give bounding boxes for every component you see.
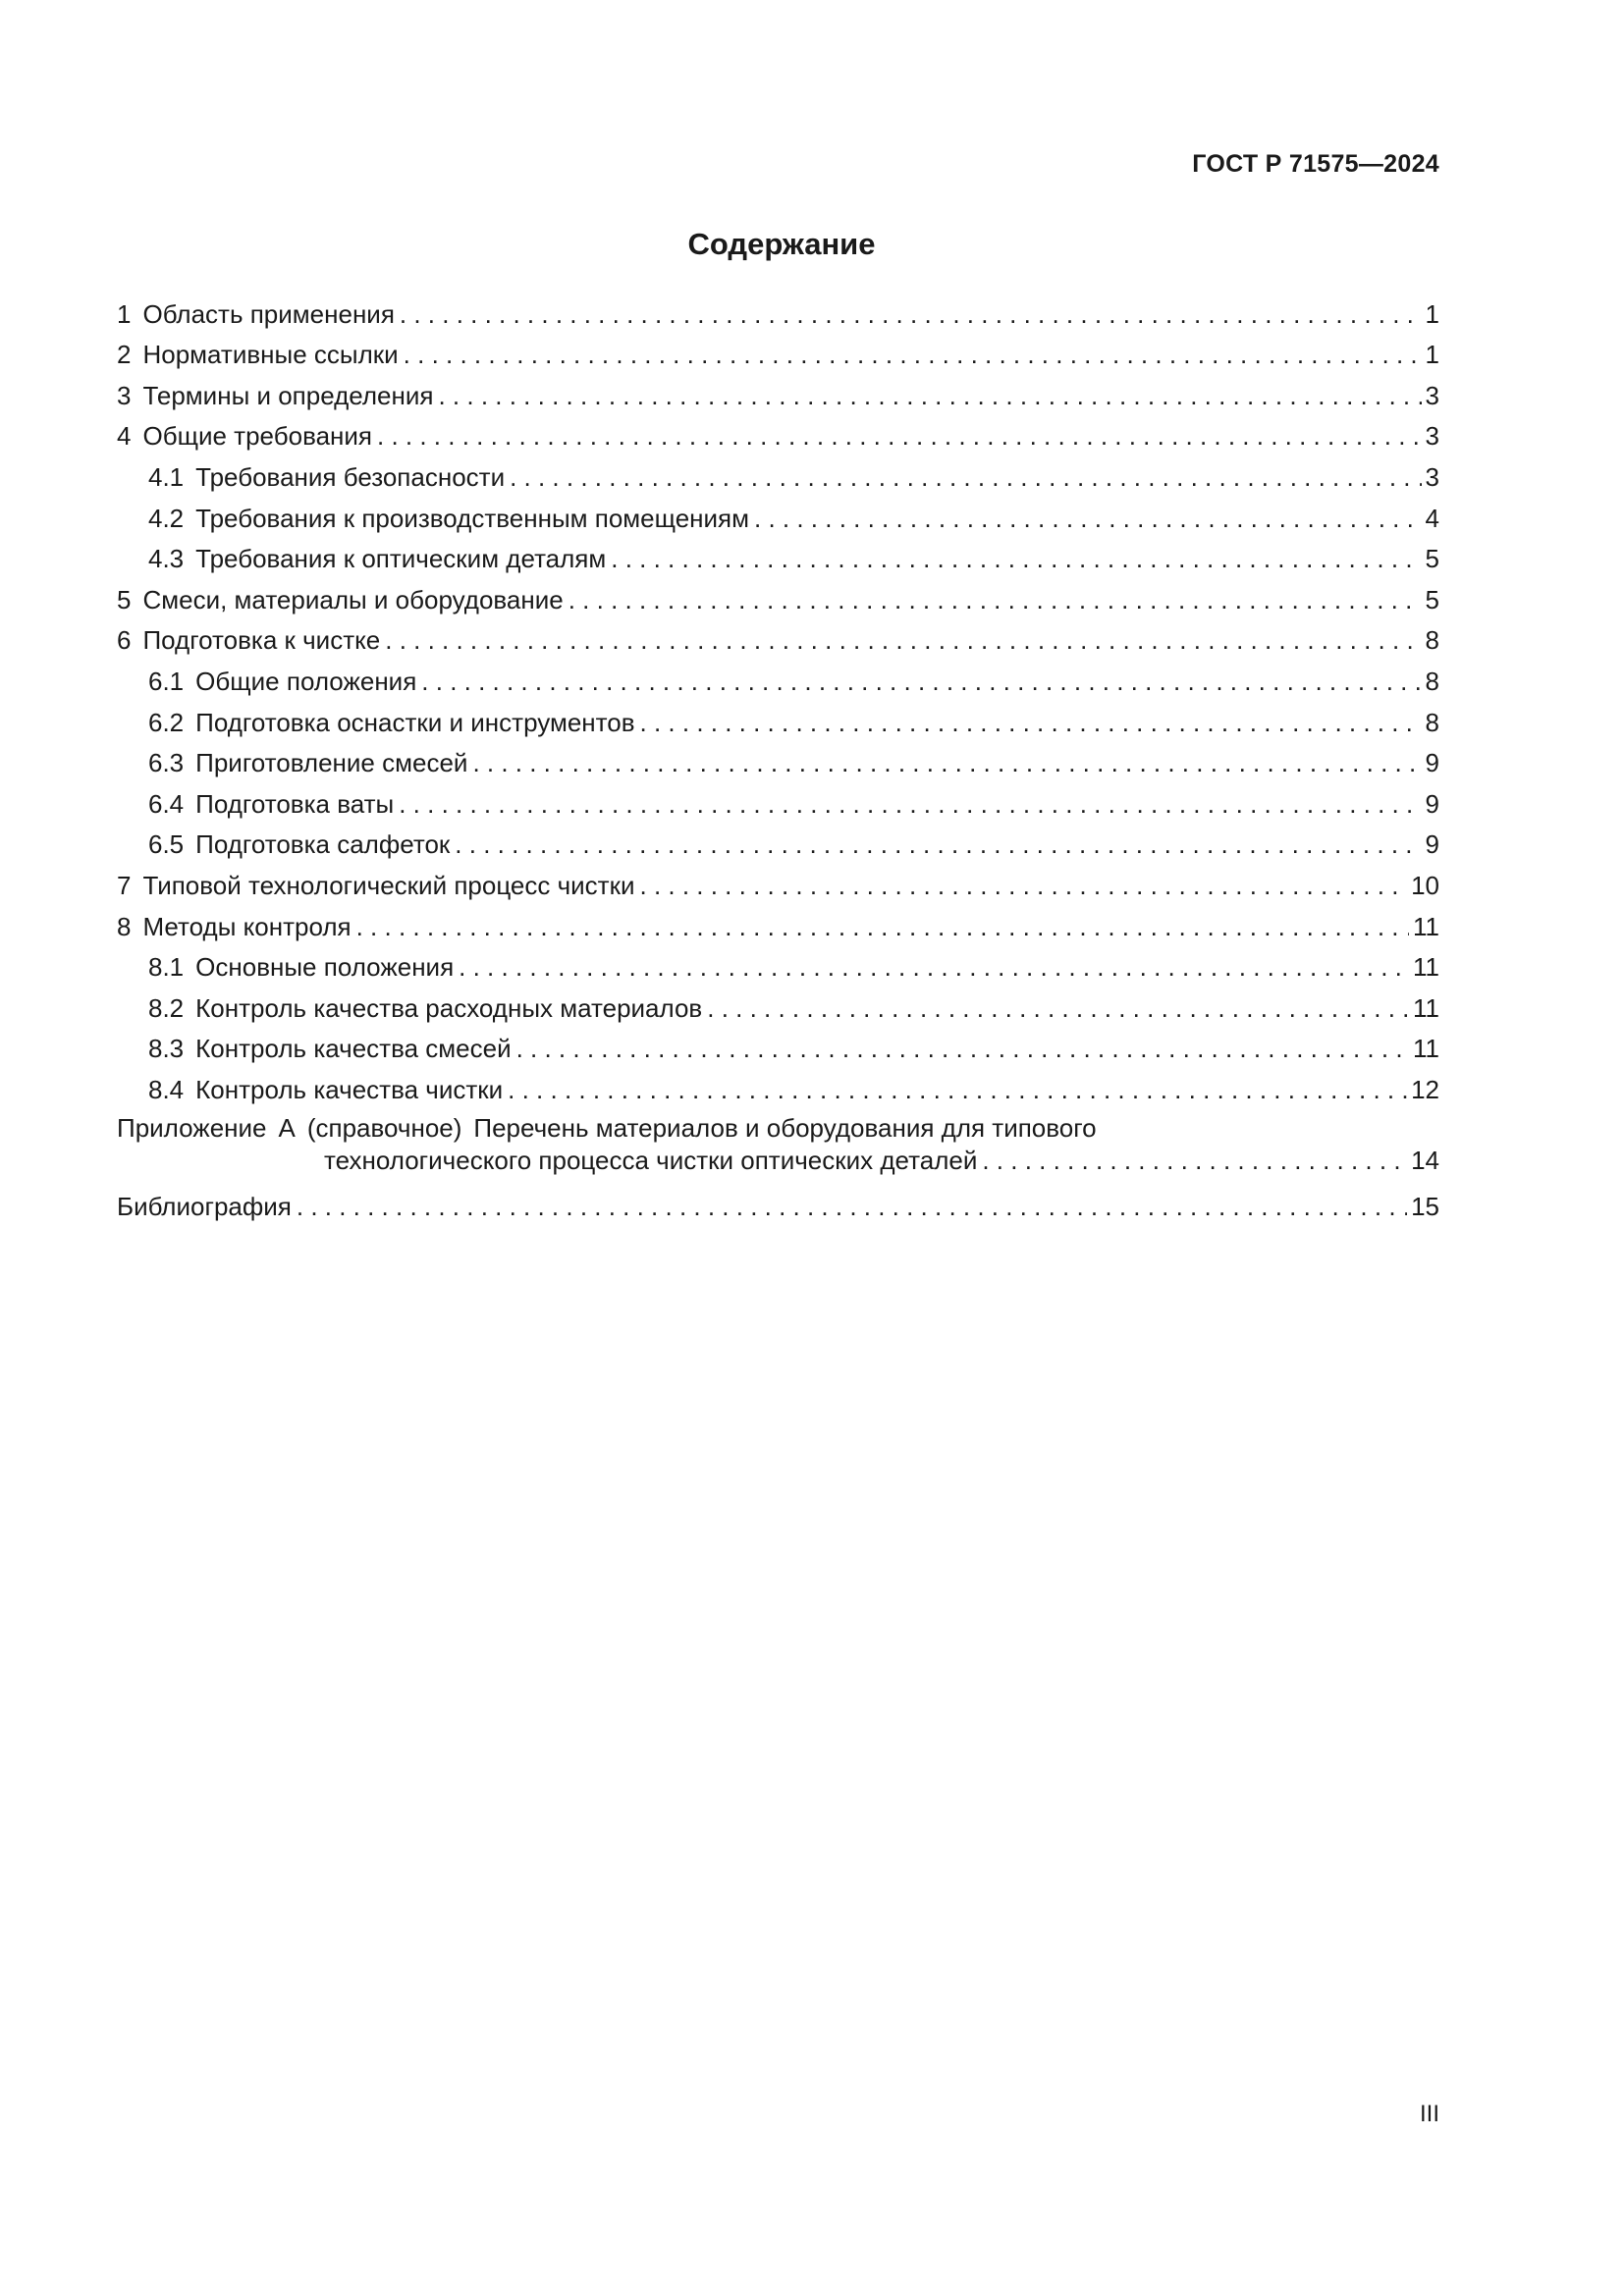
bibliography-label: Библиография bbox=[117, 1192, 292, 1222]
toc-entry-number: 2 bbox=[117, 340, 132, 370]
toc-entries bbox=[117, 288, 1439, 1104]
toc-entry-number: 7 bbox=[117, 870, 132, 900]
toc-entry-number: 5 bbox=[117, 584, 132, 614]
toc-entry-label: Подготовка оснастки и инструментов bbox=[195, 707, 635, 737]
toc-entry-number: 6 bbox=[117, 625, 132, 656]
toc-entry-page-number: 3 bbox=[1425, 380, 1439, 410]
toc-entry[interactable] bbox=[117, 329, 1439, 370]
toc-entry-label: Приготовление смесей bbox=[195, 748, 468, 778]
dot-leader bbox=[416, 667, 1421, 696]
toc-entry-page-number: 8 bbox=[1425, 707, 1439, 737]
toc-entry-number: 3 bbox=[117, 380, 132, 410]
toc-entry[interactable] bbox=[117, 941, 1439, 983]
toc-entry-number: 6.5 bbox=[148, 829, 185, 860]
dot-leader bbox=[505, 462, 1421, 492]
toc-entry-page-number: 11 bbox=[1413, 911, 1439, 941]
toc-entry[interactable] bbox=[117, 1063, 1439, 1104]
dot-leader bbox=[372, 421, 1422, 451]
toc-entry-number: 6.4 bbox=[148, 788, 185, 819]
toc-entry-page-number: 3 bbox=[1425, 461, 1439, 492]
toc-entry-page-number: 9 bbox=[1425, 829, 1439, 860]
toc-entry-label: Общие требования bbox=[142, 421, 373, 452]
toc-entry-number: 1 bbox=[117, 298, 132, 329]
toc-entry[interactable] bbox=[117, 369, 1439, 410]
toc-entry-page-number: 12 bbox=[1411, 1074, 1439, 1104]
dot-leader bbox=[702, 993, 1409, 1023]
toc-appendix-a[interactable] bbox=[117, 1104, 1439, 1181]
toc-entry[interactable] bbox=[117, 859, 1439, 900]
toc-entry-label: Контроль качества смесей bbox=[195, 1034, 512, 1064]
dot-leader bbox=[977, 1145, 1407, 1177]
toc-entry-page-number: 5 bbox=[1425, 584, 1439, 614]
toc-entry[interactable] bbox=[117, 982, 1439, 1023]
toc-entry-label: Термины и определения bbox=[142, 380, 434, 410]
toc-entry-page-number: 9 bbox=[1425, 788, 1439, 819]
dot-leader bbox=[635, 708, 1422, 737]
toc-entry[interactable] bbox=[117, 492, 1439, 533]
toc-entry-page-number: 1 bbox=[1425, 340, 1439, 370]
toc-entry-page-number: 11 bbox=[1413, 1034, 1439, 1064]
toc-entry-page-number: 8 bbox=[1425, 625, 1439, 656]
toc-entry-label: Методы контроля bbox=[142, 911, 352, 941]
toc-entry-label: Требования безопасности bbox=[195, 461, 506, 492]
dot-leader bbox=[352, 912, 1409, 941]
toc-entry-number: 6.1 bbox=[148, 666, 185, 696]
dot-leader bbox=[292, 1192, 1407, 1221]
toc-entry-label: Область применения bbox=[142, 298, 395, 329]
dot-leader bbox=[454, 952, 1409, 982]
page-number: III bbox=[1419, 2101, 1439, 2127]
toc-entry-page-number: 5 bbox=[1425, 544, 1439, 574]
toc-entry-number: 4.1 bbox=[148, 461, 185, 492]
toc-entry-page-number: 1 bbox=[1425, 298, 1439, 329]
toc-entry-page-number: 3 bbox=[1425, 421, 1439, 452]
appendix-title-line2: технологического процесса чистки оптических деталей bbox=[324, 1145, 978, 1175]
appendix-page-number: 14 bbox=[1411, 1145, 1439, 1175]
toc-entry[interactable] bbox=[117, 533, 1439, 574]
table-of-contents bbox=[117, 288, 1439, 1221]
toc-entry-label: Подготовка к чистке bbox=[142, 625, 381, 656]
dot-leader bbox=[503, 1075, 1407, 1104]
toc-entry[interactable] bbox=[117, 410, 1439, 452]
dot-leader bbox=[433, 381, 1421, 410]
toc-entry[interactable] bbox=[117, 737, 1439, 778]
toc-entry-page-number: 11 bbox=[1413, 992, 1439, 1023]
toc-entry-number: 8.2 bbox=[148, 992, 185, 1023]
toc-entry[interactable] bbox=[117, 288, 1439, 329]
toc-entry[interactable] bbox=[117, 1023, 1439, 1064]
toc-entry-number: 8.3 bbox=[148, 1034, 185, 1064]
appendix-type: (справочное) bbox=[306, 1112, 462, 1143]
toc-entry-page-number: 9 bbox=[1425, 748, 1439, 778]
appendix-title-line1: Перечень материалов и оборудования для типового bbox=[473, 1112, 1097, 1143]
toc-entry-number: 6.2 bbox=[148, 707, 185, 737]
toc-entry-label: Подготовка салфеток bbox=[195, 829, 451, 860]
toc-entry[interactable] bbox=[117, 655, 1439, 696]
toc-entry-label: Общие положения bbox=[195, 666, 417, 696]
toc-entry-label: Требования к производственным помещениям bbox=[195, 503, 750, 533]
dot-leader bbox=[399, 340, 1422, 369]
toc-entry-label: Подготовка ваты bbox=[195, 788, 395, 819]
toc-entry-page-number: 11 bbox=[1413, 952, 1439, 983]
toc-bibliography[interactable] bbox=[117, 1181, 1439, 1222]
toc-entry-label: Контроль качества чистки bbox=[195, 1074, 504, 1104]
toc-entry-number: 4.2 bbox=[148, 503, 185, 533]
toc-title: Содержание bbox=[687, 227, 876, 261]
toc-entry-label: Контроль качества расходных материалов bbox=[195, 992, 703, 1023]
dot-leader bbox=[395, 299, 1422, 329]
dot-leader bbox=[606, 544, 1421, 573]
toc-entry[interactable] bbox=[117, 696, 1439, 737]
toc-entry[interactable] bbox=[117, 614, 1439, 656]
dot-leader bbox=[749, 504, 1422, 533]
toc-entry-label: Нормативные ссылки bbox=[142, 340, 399, 370]
toc-entry-number: 4 bbox=[117, 421, 132, 452]
appendix-letter: А bbox=[278, 1112, 296, 1143]
toc-entry-number: 4.3 bbox=[148, 544, 185, 574]
toc-entry[interactable] bbox=[117, 451, 1439, 492]
toc-entry-page-number: 8 bbox=[1425, 666, 1439, 696]
document-code: ГОСТ Р 71575—2024 bbox=[1192, 150, 1439, 178]
dot-leader bbox=[467, 748, 1421, 777]
dot-leader bbox=[564, 585, 1422, 614]
toc-entry[interactable] bbox=[117, 573, 1439, 614]
dot-leader bbox=[512, 1034, 1409, 1063]
toc-entry[interactable] bbox=[117, 900, 1439, 941]
toc-entry-number: 8.4 bbox=[148, 1074, 185, 1104]
toc-entry[interactable] bbox=[117, 777, 1439, 819]
toc-entry[interactable] bbox=[117, 819, 1439, 860]
dot-leader bbox=[380, 625, 1421, 655]
appendix-prefix: Приложение bbox=[117, 1112, 267, 1143]
toc-entry-label: Требования к оптическим деталям bbox=[195, 544, 607, 574]
dot-leader bbox=[635, 871, 1408, 900]
toc-entry-label: Смеси, материалы и оборудование bbox=[142, 584, 564, 614]
toc-entry-page-number: 10 bbox=[1411, 870, 1439, 900]
toc-entry-page-number: 4 bbox=[1425, 503, 1439, 533]
toc-entry-number: 8.1 bbox=[148, 952, 185, 983]
toc-entry-label: Типовой технологический процесс чистки bbox=[142, 870, 635, 900]
toc-entry-label: Основные положения bbox=[195, 952, 455, 983]
bibliography-page-number: 15 bbox=[1411, 1192, 1439, 1222]
dot-leader bbox=[450, 829, 1421, 859]
toc-entry-number: 8 bbox=[117, 911, 132, 941]
dot-leader bbox=[394, 789, 1421, 819]
toc-entry-number: 6.3 bbox=[148, 748, 185, 778]
